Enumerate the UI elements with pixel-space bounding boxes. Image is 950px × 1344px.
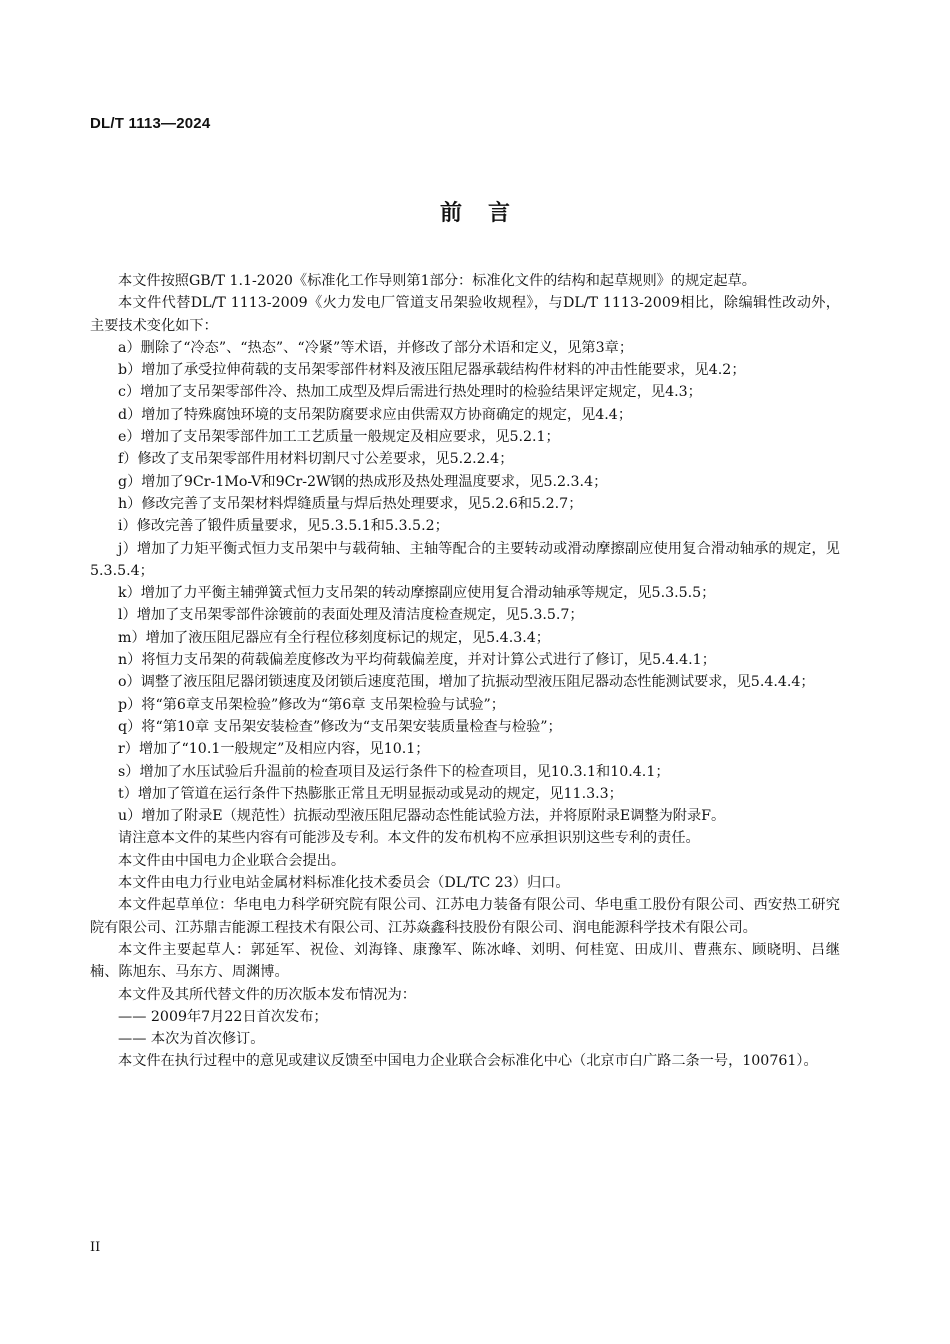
page-title: 前言 [439,201,536,226]
committee-statement: 本文件由电力行业电站金属材料标准化技术委员会（DL/TC 23）归口。 [118,875,570,892]
intro-paragraph: 本文件代替DL/T 1113-2009《火力发电厂管道支吊架验收规程》，与DL/T 1113-2009相比，除编辑性改动外，主要技术变化如下： [90,295,840,334]
patent-statement: 请注意本文件的某些内容有可能涉及专利。本文件的发布机构不应承担识别这些专利的责任。 [118,830,700,847]
foreword-body [90,270,840,1073]
list-item: d）增加了特殊腐蚀环境的支吊架防腐要求应由供需双方协商确定的规定，见4.4； [118,406,633,423]
history-intro: 本文件及其所代替文件的历次版本发布情况为： [118,986,416,1003]
list-item: i）修改完善了锻件质量要求，见5.3.5.1和5.3.5.2； [118,518,449,535]
list-item: h）修改完善了支吊架材料焊缝质量与焊后热处理要求，见5.2.6和5.2.7； [118,495,583,512]
page-number: II [90,1240,101,1255]
history-item: —— 2009年7月22日首次发布； [118,1008,328,1025]
list-item: a）删除了“冷态”、“热态”、“冷紧”等术语，并修改了部分术语和定义，见第3章； [118,339,634,356]
list-item: n）将恒力支吊架的荷载偏差度修改为平均荷载偏差度，并对计算公式进行了修订，见5.4.4.1； [118,652,716,669]
changes-list [90,337,840,828]
list-item: e）增加了支吊架零部件加工工艺质量一般规定及相应要求，见5.2.1； [118,429,560,446]
list-item: m）增加了液压阻尼器应有全行程位移刻度标记的规定，见5.4.3.4； [118,629,550,646]
list-item: q）将“第10章 支吊架安装检查”修改为“支吊架安装质量检查与检验”； [118,718,562,735]
list-item: o）调整了液压阻尼器闭锁速度及闭锁后速度范围，增加了抗振动型液压阻尼器动态性能测试要求，见5.4.4.4； [118,674,815,691]
list-item: l）增加了支吊架零部件涂镀前的表面处理及清洁度检查规定，见5.3.5.7； [118,607,584,624]
list-item: f）修改了支吊架零部件用材料切割尺寸公差要求，见5.2.2.4； [118,451,514,468]
list-item: u）增加了附录E（规范性）抗振动型液压阻尼器动态性能试验方法，并将原附录E调整为附录F。 [118,808,726,825]
intro-paragraph: 本文件按照GB/T 1.1-2020《标准化工作导则第1部分：标准化文件的结构和起草规则》的规定起草。 [118,273,756,289]
proposer-statement: 本文件由中国电力企业联合会提出。 [118,852,346,869]
standard-code-header: DL/T 1113—2024 [90,115,211,132]
feedback-statement: 本文件在执行过程中的意见或建议反馈至中国电力企业联合会标准化中心（北京市白广路二条一号，100761）。 [118,1053,818,1070]
drafting-units: 本文件起草单位：华电电力科学研究院有限公司、江苏电力装备有限公司、华电重工股份有限公司、西安热工研究院有限公司、江苏鼎吉能源工程技术有限公司、江苏焱鑫科技股份有限公司、润电能源科学技术有限公司。 [90,897,840,936]
list-item: j）增加了力矩平衡式恒力支吊架中与载荷轴、主轴等配合的主要转动或滑动摩擦副应使用复合滑动轴承的规定，见5.3.5.4； [90,540,840,579]
list-item: c）增加了支吊架零部件冷、热加工成型及焊后需进行热处理时的检验结果评定规定，见4.3； [118,384,702,401]
list-item: s）增加了水压试验后升温前的检查项目及运行条件下的检查项目，见10.3.1和10.4.1； [118,763,670,780]
list-item: r）增加了“10.1一般规定”及相应内容，见10.1； [118,741,430,758]
history-item: —— 本次为首次修订。 [118,1031,265,1048]
list-item: t）增加了管道在运行条件下热膨胀正常且无明显振动或晃动的规定，见11.3.3； [118,785,623,802]
list-item: p）将“第6章支吊架检验”修改为“第6章 支吊架检验与试验”； [118,696,505,713]
list-item: k）增加了力平衡主辅弹簧式恒力支吊架的转动摩擦副应使用复合滑动轴承等规定，见5.3.5.5； [118,585,716,602]
list-item: g）增加了9Cr-1Mo-V和9Cr-2W钢的热成形及热处理温度要求，见5.2.3.4； [118,473,608,490]
drafters: 本文件主要起草人：郭延军、祝俭、刘海锋、康豫军、陈冰峰、刘明、何桂宽、田成川、曹燕东、顾晓明、吕继楠、陈旭东、马东方、周渊博。 [90,941,840,981]
list-item: b）增加了承受拉伸荷载的支吊架零部件材料及液压阻尼器承载结构件材料的冲击性能要求，见4.2； [118,362,746,379]
